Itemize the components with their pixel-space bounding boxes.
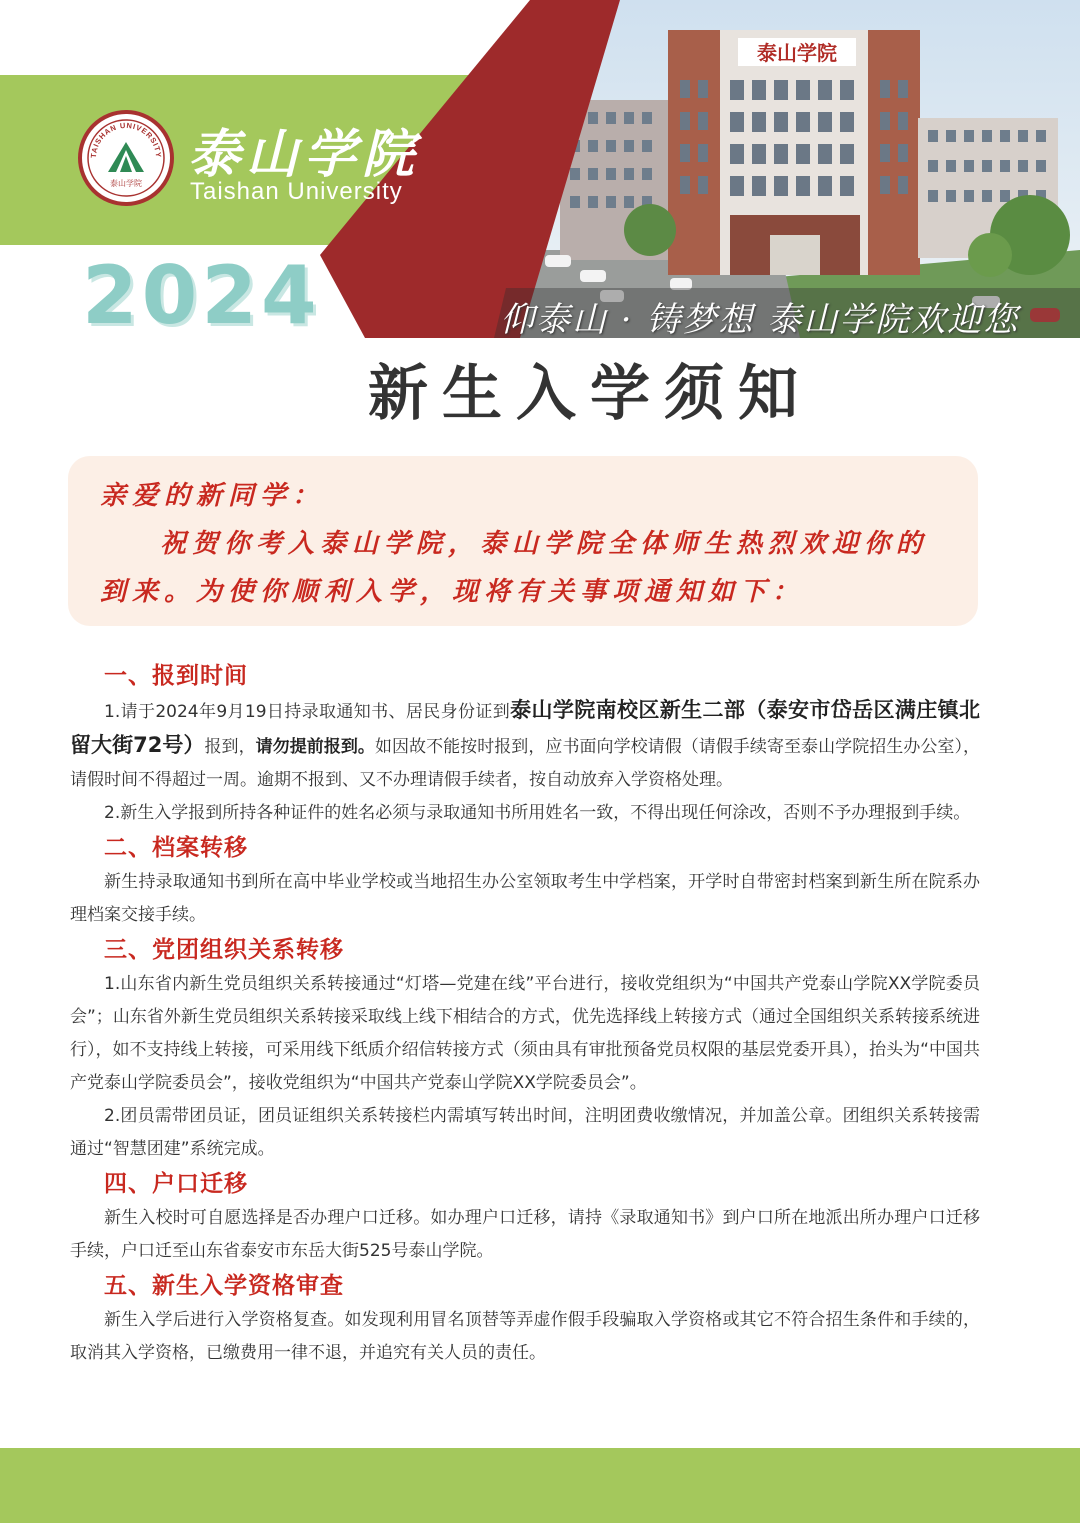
section-heading: 二、档案转移 [104, 835, 248, 861]
school-name-cn: 泰山学院 [188, 124, 421, 185]
paragraph: 2.团员需带团员证，团员证组织关系转接栏内需填写转出时间，注明团费收缴情况，并加盖公章。团组织关系转接需通过“智慧团建”系统完成。 [70, 1106, 980, 1159]
page-title: 新生入学须知 [368, 359, 812, 429]
greeting-body: 祝贺你考入泰山学院，泰山学院全体师生热烈欢迎你的到来。为使你顺利入学，现将有关事项通知如下： [100, 529, 929, 607]
year-label: 2024 [82, 249, 321, 342]
paragraph: 新生入校时可自愿选择是否办理户口迁移。如办理户口迁移，请持《录取通知书》到户口所在地派出所办理户口迁移手续，户口迁至山东省泰安市东岳大街525号泰山学院。 [70, 1208, 980, 1261]
address-bold: 泰山学院南校区新生二部（泰安市岱岳区满庄镇北留大街72号） [70, 698, 980, 757]
greeting-salutation: 亲爱的新同学： [100, 481, 325, 511]
paragraph: 新生入学后进行入学资格复查。如发现利用冒名顶替等弄虚作假手段骗取入学资格或其它不符合招生条件和手续的，取消其入学资格，已缴费用一律不退，并追究有关人员的责任。 [70, 1310, 980, 1363]
paragraph: 1.请于2024年9月19日持录取通知书、居民身份证到泰山学院南校区新生二部（泰安市岱岳区满庄镇北留大街72号）报到，请勿提前报到。如因故不能按时报到，应书面向学校请假（请假手续寄至泰山学院招生办公室），请假时间不得超过一周。逾期不报到、又不办理请假手续者，按自动放弃入学资格处理。 [70, 698, 981, 790]
paragraph: 新生持录取通知书到所在高中毕业学校或当地招生办公室领取考生中学档案，开学时自带密封档案到新生所在院系办理档案交接手续。 [70, 872, 980, 925]
paragraph: 2.新生入学报到所持各种证件的姓名必须与录取通知书所用姓名一致，不得出现任何涂改，否则不予办理报到手续。 [104, 803, 971, 823]
building-sign: 泰山学院 [757, 41, 837, 65]
footer-bar [0, 1448, 1080, 1523]
school-name-en: Taishan University [190, 178, 403, 205]
section-heading: 一、报到时间 [104, 663, 248, 689]
seal-cn: 泰山学院 [110, 179, 142, 188]
notice-content [70, 658, 980, 1370]
university-seal [78, 110, 174, 206]
seal-text: TAISHAN UNIVERSITY [88, 120, 164, 159]
section-heading: 五、新生入学资格审查 [104, 1273, 344, 1299]
greeting-box [68, 456, 978, 626]
section-heading: 三、党团组织关系转移 [104, 937, 344, 963]
no-early-bold: 请勿提前报到。 [255, 737, 375, 757]
section-heading: 四、户口迁移 [104, 1171, 248, 1197]
slogan: 仰泰山 · 铸梦想 泰山学院欢迎您 [500, 300, 1020, 340]
paragraph: 1.山东省内新生党员组织关系转接通过“灯塔—党建在线”平台进行，接收党组织为“中国共产党泰山学院XX学院委员会”；山东省外新生党员组织关系转接采取线上线下相结合的方式，优先选择线上转接方式（通过全国组织关系转接系统进行），如不支持线上转接，可采用线下纸质介绍信转接方式（须由具有审批预备党员权限的基层党委开具），抬头为“中国共产党泰山学院委员会”，接收党组织为“中国共产党泰山学院XX学院委员会”。 [70, 974, 980, 1093]
